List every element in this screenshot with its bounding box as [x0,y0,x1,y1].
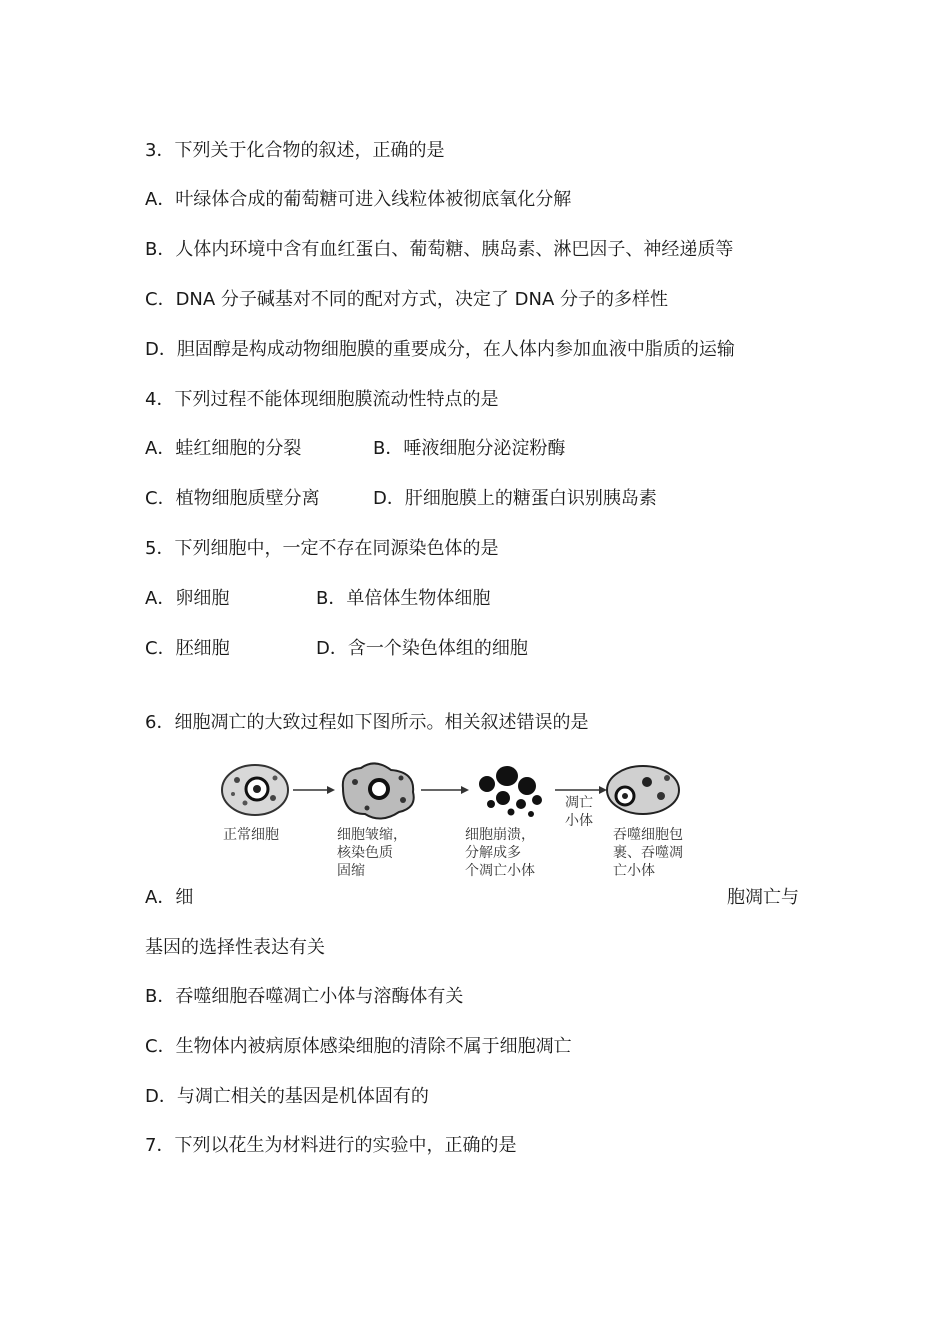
q5-option-b: B．单倍体生物体细胞 [316,588,491,609]
q6-option-b: B．吞噬细胞吞噬凋亡小体与溶酶体有关 [145,986,464,1007]
q5-option-a: A．卵细胞 [145,588,230,609]
q5-option-c: C．胚细胞 [145,638,230,659]
apoptotic-bodies-image [479,766,542,817]
q6-option-d: D．与凋亡相关的基因是机体固有的 [145,1086,429,1107]
q4-option-a: A．蛙红细胞的分裂 [145,438,302,459]
q7-stem: 7．下列以花生为材料进行的实验中，正确的是 [145,1135,517,1156]
caption-phagocytosis: 吞噬细胞包 裹、吞噬凋 亡小体 [613,827,683,879]
phagocyte-cell-image [607,766,679,814]
caption-cell-shrinkage: 细胞皱缩， 核染色质 固缩 [337,827,407,879]
q6-option-a-end: 胞凋亡与 [727,887,799,908]
q3-option-b: B．人体内环境中含有血红蛋白、葡萄糖、胰岛素、淋巴因子、神经递质等 [145,239,734,260]
q3-option-c: C．DNA 分子碱基对不同的配对方式，决定了 DNA 分子的多样性 [145,289,669,310]
normal-cell-image [222,765,288,815]
q6-option-c: C．生物体内被病原体感染细胞的清除不属于细胞凋亡 [145,1036,572,1057]
q3-stem: 3．下列关于化合物的叙述，正确的是 [145,140,445,161]
q5-option-d: D．含一个染色体组的细胞 [316,638,528,659]
apoptosis-figure [215,758,715,883]
q4-option-b: B．唾液细胞分泌淀粉酶 [373,438,566,459]
q6-stem: 6．细胞凋亡的大致过程如下图所示。相关叙述错误的是 [145,712,589,733]
q4-option-c: C．植物细胞质壁分离 [145,488,320,509]
shrunken-cell-image [343,763,414,818]
caption-normal-cell: 正常细胞 [223,827,279,843]
q4-option-d: D．肝细胞膜上的糖蛋白识别胰岛素 [373,488,657,509]
caption-cell-collapse: 细胞崩溃， 分解成多 个凋亡小体 [465,827,535,879]
q6-option-a-continued: 基因的选择性表达有关 [145,937,325,958]
q3-option-d: D．胆固醇是构成动物细胞膜的重要成分，在人体内参加血液中脂质的运输 [145,339,735,360]
q5-stem: 5．下列细胞中，一定不存在同源染色体的是 [145,538,499,559]
arrow-label-apoptotic-body: 凋亡 小体 [565,795,593,829]
q6-option-a-start: A．细 [145,887,194,908]
q3-option-a: A．叶绿体合成的葡萄糖可进入线粒体被彻底氧化分解 [145,189,572,210]
apoptosis-diagram [215,758,715,830]
q4-stem: 4．下列过程不能体现细胞膜流动性特点的是 [145,389,499,410]
